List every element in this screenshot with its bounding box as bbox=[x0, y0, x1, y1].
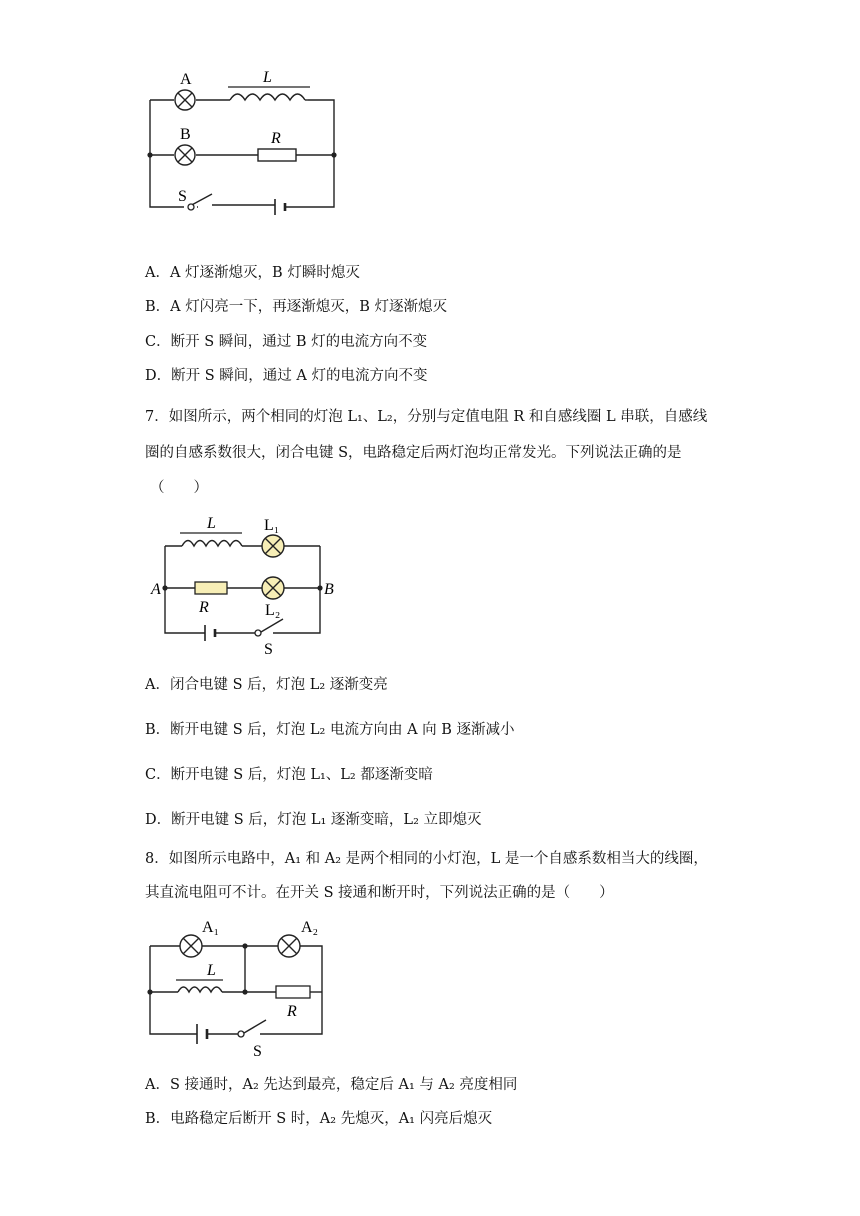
label-switch: S bbox=[264, 641, 273, 658]
label-resistor: R bbox=[199, 599, 209, 616]
q6-option-a: A．A 灯逐渐熄灭，B 灯瞬时熄灭 bbox=[145, 265, 360, 281]
q7-option-a: A．闭合电键 S 后，灯泡 L₂ 逐渐变亮 bbox=[145, 677, 388, 693]
circuit-diagram-q6 bbox=[140, 60, 350, 220]
q7-stem-line-2: 圈的自感系数很大，闭合电键 S，电路稳定后两灯泡均正常发光。下列说法正确的是 bbox=[145, 445, 682, 461]
q6-option-c: C．断开 S 瞬间，通过 B 灯的电流方向不变 bbox=[145, 334, 428, 350]
q7-stem-line-1: 7．如图所示，两个相同的灯泡 L₁、L₂，分别与定值电阻 R 和自感线圈 L 串联，自感线 bbox=[145, 409, 708, 425]
label-lamp-b: B bbox=[180, 126, 191, 143]
label-lamp-2: A₂ bbox=[301, 919, 319, 936]
q6-option-d: D．断开 S 瞬间，通过 A 灯的电流方向不变 bbox=[145, 368, 428, 384]
q7-option-c: C．断开电键 S 后，灯泡 L₁、L₂ 都逐渐变暗 bbox=[145, 767, 433, 783]
q8-stem-line-2: 其直流电阻可不计。在开关 S 接通和断开时，下列说法正确的是（ ） bbox=[145, 885, 614, 901]
label-lamp-1: A₁ bbox=[202, 919, 220, 936]
circuit-diagram-q8 bbox=[140, 912, 345, 1062]
label-lamp-a: A bbox=[180, 71, 192, 88]
label-resistor: R bbox=[287, 1003, 297, 1020]
q7-option-d: D．断开电键 S 后，灯泡 L₁ 逐渐变暗，L₂ 立即熄灭 bbox=[145, 812, 482, 828]
label-switch: S bbox=[253, 1043, 262, 1060]
label-lamp-2: L₂ bbox=[265, 602, 281, 619]
label-inductor: L bbox=[263, 69, 272, 86]
label-inductor: L bbox=[207, 962, 216, 979]
q8-option-a: A．S 接通时，A₂ 先达到最亮，稳定后 A₁ 与 A₂ 亮度相同 bbox=[145, 1077, 518, 1093]
q8-option-b: B．电路稳定后断开 S 时，A₂ 先熄灭，A₁ 闪亮后熄灭 bbox=[145, 1111, 493, 1127]
label-inductor: L bbox=[207, 515, 216, 532]
label-switch: S bbox=[178, 188, 187, 205]
label-lamp-1: L₁ bbox=[264, 517, 280, 534]
label-node-a: A bbox=[151, 581, 161, 598]
q6-option-b: B．A 灯闪亮一下，再逐渐熄灭，B 灯逐渐熄灭 bbox=[145, 299, 447, 315]
circuit-diagram-q7 bbox=[145, 508, 350, 658]
label-resistor: R bbox=[271, 130, 281, 147]
label-node-b: B bbox=[324, 581, 334, 598]
q7-option-b: B．断开电键 S 后，灯泡 L₂ 电流方向由 A 向 B 逐渐减小 bbox=[145, 722, 515, 738]
q8-stem-line-1: 8．如图所示电路中，A₁ 和 A₂ 是两个相同的小灯泡，L 是一个自感系数相当大的线圈， bbox=[145, 851, 708, 867]
q7-stem-line-3: （ ） bbox=[150, 480, 208, 496]
